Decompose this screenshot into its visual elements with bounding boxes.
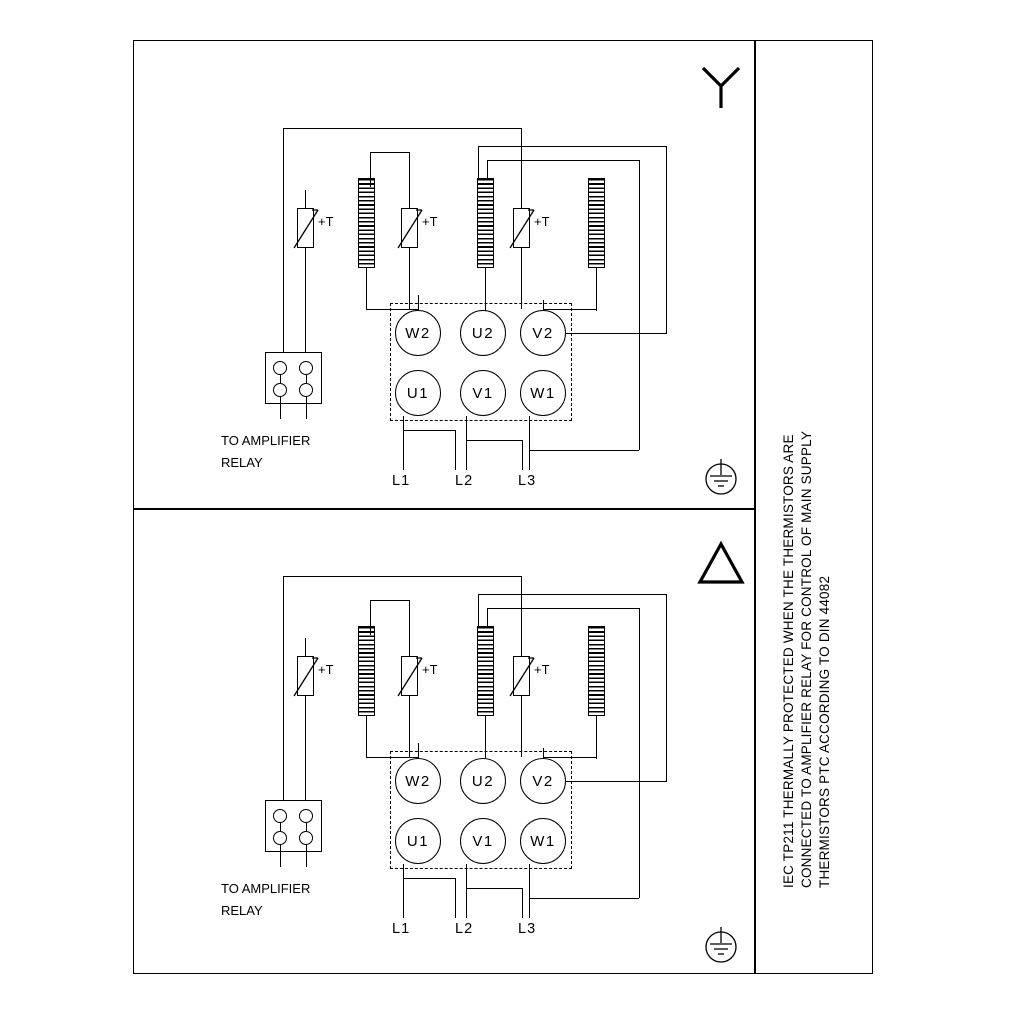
supply-label-l3: L3 [518,921,537,937]
supply-label-l3: L3 [518,473,537,489]
terminal-v1: V1 [460,818,506,864]
panel-star [0,0,754,508]
thermistor-label-1: +T [318,662,334,677]
thermistor-slash-icon [504,650,540,704]
thermistor-label-2: +T [422,662,438,677]
supply-label-l1: L1 [392,921,411,937]
winding-coil-2 [477,626,494,716]
note-line-2: CONNECTED TO AMPLIFIER RELAY FOR CONTROL OF MAIN SUPPLY [799,430,814,888]
terminal-v2: V2 [520,758,566,804]
terminal-v1: V1 [460,370,506,416]
terminal-u2: U2 [460,758,506,804]
amplifier-label-line1: TO AMPLIFIER [221,881,311,896]
terminal-u1: U1 [395,370,441,416]
thermistor-slash-icon [392,202,428,256]
winding-coil-2 [477,178,494,268]
amplifier-label-line1: TO AMPLIFIER [221,433,311,448]
winding-coil-3 [588,178,605,268]
thermistor-label-2: +T [422,214,438,229]
amplifier-label-line2: RELAY [221,455,263,470]
delta-triangle-symbol [696,540,746,586]
note-line-1: IEC TP211 THERMALLY PROTECTED WHEN THE THERMISTORS ARE [781,434,796,888]
thermistor-label-3: +T [534,214,550,229]
thermistor-slash-icon [288,650,324,704]
supply-label-l2: L2 [455,921,474,937]
amplifier-label-line2: RELAY [221,903,263,918]
note-column-divider [754,40,756,974]
winding-coil-1 [358,178,375,268]
supply-label-l1: L1 [392,473,411,489]
thermistor-slash-icon [504,202,540,256]
thermistor-label-1: +T [318,214,334,229]
terminal-v2: V2 [520,310,566,356]
terminal-w1: W1 [520,818,566,864]
thermistor-label-3: +T [534,662,550,677]
panel-delta [0,448,754,974]
terminal-w2: W2 [395,758,441,804]
terminal-u2: U2 [460,310,506,356]
supply-label-l2: L2 [455,473,474,489]
winding-coil-1 [358,626,375,716]
thermistor-slash-icon [392,650,428,704]
wye-star-symbol [697,62,745,110]
terminal-w1: W1 [520,370,566,416]
terminal-u1: U1 [395,818,441,864]
winding-coil-3 [588,626,605,716]
note-line-3: THERMISTORS PTC ACCORDING TO DIN 44082 [817,575,832,888]
earth-ground-symbol [700,926,742,968]
thermistor-slash-icon [288,202,324,256]
terminal-w2: W2 [395,310,441,356]
